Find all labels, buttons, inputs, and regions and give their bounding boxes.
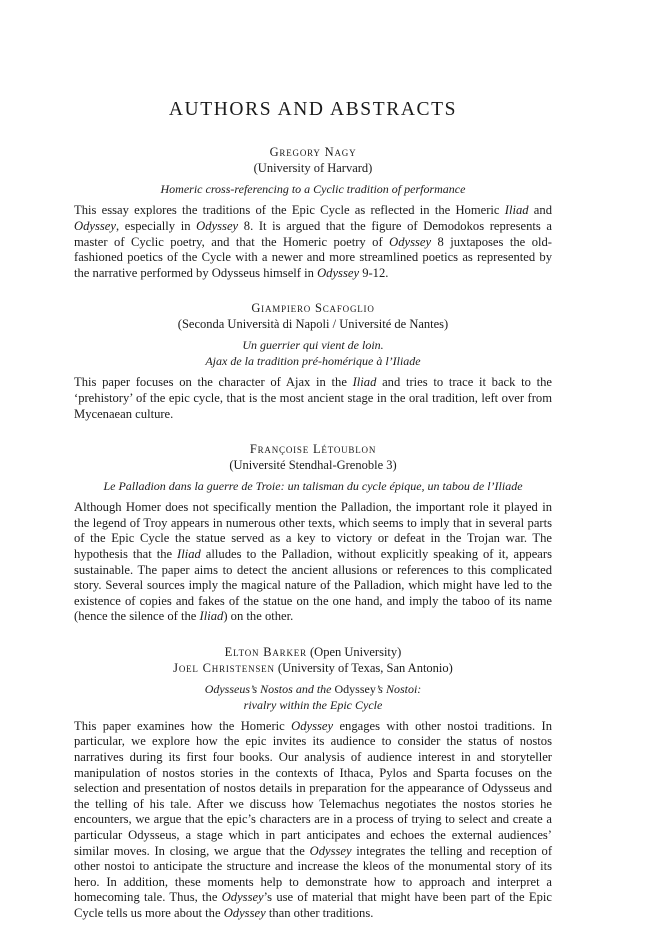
text-run: This paper focuses on the character of Ajax in the [74, 375, 353, 390]
abstract-title-part: Odyssey [334, 681, 376, 696]
abstract-title: Le Palladion dans la guerre de Troie: un talisman du cycle épique, un tabou de l’Iliade [103, 479, 523, 494]
italic-run: Odyssey [317, 265, 360, 280]
abstract-entry [74, 644, 552, 922]
author-line [74, 660, 552, 676]
text-run: Although Homer does not specifically mention the Palladion, the important role it played in the legend of Troy appears in numerous other texts, which seems to imply that in several parts of the Epic Cycle the statue served as a key to victory or defeat in the Trojan war. The hypothesis that the [74, 500, 552, 561]
page-title: AUTHORS AND ABSTRACTS [168, 99, 458, 120]
abstract-title-line: Ajax de la tradition pré-homérique à l’Iliade [205, 354, 421, 369]
text-run: than other traditions. [265, 906, 374, 921]
italic-run: Odyssey [196, 218, 239, 233]
text-run: and tries to trace it back to the ‘prehistory’ of the epic cycle, that is the most ancient stage in the oral tradition, left over from Mycenaean culture. [74, 375, 553, 421]
abstract-title-line: rivalry within the Epic Cycle [243, 697, 383, 712]
italic-run: Iliad [352, 375, 377, 390]
italic-run: Odyssey [74, 218, 116, 233]
italic-run: Odyssey [221, 890, 264, 905]
text-run: 8 juxtaposes the old-fashioned poetics of the Cycle with a newer and more streamlined poetics as represented by the narrative performed by Odysseus himself in [74, 234, 552, 280]
text-run: ’s use of material that might have been part of the Epic Cycle tells us more about the [74, 890, 552, 921]
text-run: This paper examines how the Homeric [74, 718, 292, 733]
text-run: This essay explores the traditions of the Epic Cycle as reflected in the Homeric [74, 203, 505, 218]
author-affiliation: (University of Harvard) [253, 161, 373, 176]
author-affiliation: (Open University) [306, 644, 402, 659]
abstract-title-part: Odysseus’s Nostos and the [204, 681, 335, 696]
italic-run: Iliad [177, 546, 201, 561]
author-name: Gregory Nagy [269, 145, 357, 160]
author-name: Françoise Létoublon [249, 442, 377, 457]
text-run: integrates the telling and reception of other nostoi to anticipate the structure and increase the kleos of the monumental story of its hero. In addition, these moments help to demonstrate how to approach and interpret a homecoming tale. Thus, the [74, 843, 553, 905]
author-name: Joel Christensen [173, 660, 275, 675]
abstract-title: Homeric cross-referencing to a Cyclic tradition of performance [160, 182, 466, 197]
italic-run: Iliad [199, 609, 224, 624]
italic-run: Iliad [504, 203, 529, 218]
text-run: alludes to the Palladion, without explicitly speaking of it, appears sustainable. The paper aims to detect the ancient allusions or references to this complicated story. Several sources imply the magical nature of the Palladion, which might have led to the existence of copies and fakes of the statue on the one hand, and imply the taboo of its name (hence the silence of the [74, 546, 552, 624]
abstract-entry [74, 300, 552, 422]
abstract-title [74, 337, 552, 369]
italic-run: Odyssey [309, 843, 352, 858]
text-run: 9-12. [359, 265, 389, 280]
italic-run: Odyssey [223, 906, 266, 921]
text-run: and [528, 203, 552, 218]
abstract-text [74, 500, 552, 625]
abstract-entry [74, 441, 552, 625]
abstract-title-part: ’s Nostoi: [375, 681, 422, 696]
author-line [74, 644, 552, 660]
author-name: Giampiero Scafoglio [251, 301, 375, 316]
abstract-title-line [74, 681, 552, 697]
author-affiliation: (University of Texas, San Antonio) [274, 660, 453, 675]
author-name: Elton Barker [224, 644, 307, 659]
text-run: 8. It is argued that the figure of Demodokos represents a master of Cyclic poetry, and that the Homeric poetry of [74, 218, 553, 249]
abstract-text [74, 719, 552, 922]
text-run: , especially in [115, 218, 197, 233]
page [74, 98, 552, 941]
text-run: engages with other nostoi traditions. In particular, we explore how the epic invites its audience to consider the status of nostos narratives during its first four books. Our analysis of audience interest in and storyteller manipulation of nostos stories in the contexts of Ithaca, Pylos and Sparta focuses on the selection and presentation of nostos details in preparation for the appearance of Odysseus and the telling of his tale. After we discuss how Telemachus negotiates the nostos stories he encounters, we argue that the epic’s characters are in a process of trying to select and create a particular Odysseus, a stage which in part anticipates and echoes the external audiences’ similar moves. In closing, we argue that the [74, 718, 552, 858]
abstract-text [74, 375, 552, 422]
author-affiliation: (Université Stendhal-Grenoble 3) [229, 458, 397, 473]
abstract-title [74, 681, 552, 713]
abstract-entry [74, 144, 552, 281]
italic-run: Odyssey [389, 234, 432, 249]
italic-run: Odyssey [291, 718, 334, 733]
text-run: ) on the other. [223, 609, 294, 624]
abstract-text [74, 203, 552, 281]
author-affiliation: (Seconda Università di Napoli / Université de Nantes) [177, 317, 449, 332]
abstract-title-line: Un guerrier qui vient de loin. [242, 338, 384, 353]
